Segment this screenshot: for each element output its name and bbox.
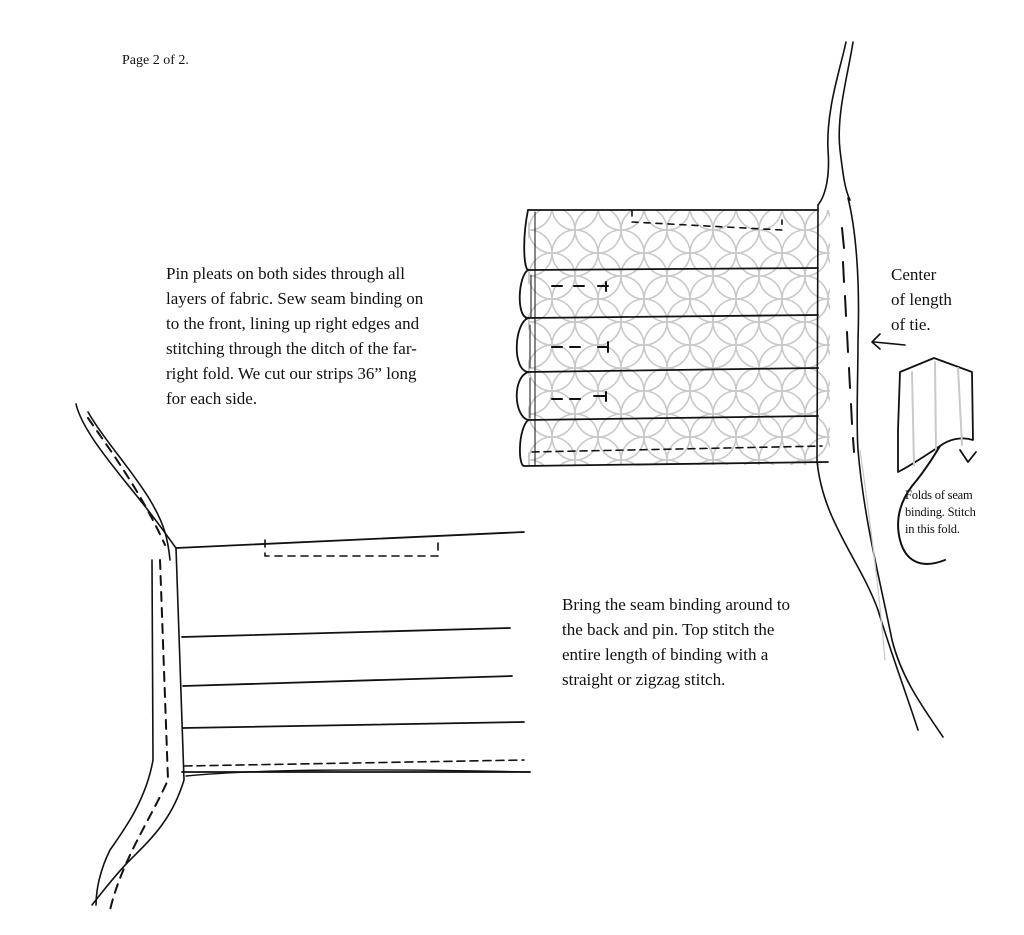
back-view-illustration: [76, 404, 530, 910]
front-view-illustration: [517, 42, 943, 737]
label-line: of tie.: [891, 315, 931, 334]
seam-binding-strip-front: [817, 42, 943, 737]
center-arrow: [872, 334, 905, 349]
instruction-line: right fold. We cut our strips 36” long: [166, 364, 417, 383]
seam-binding-strip-back: [76, 404, 184, 910]
label-line: in this fold.: [905, 522, 960, 536]
instruction-line: stitching through the ditch of the far-: [166, 339, 417, 358]
instruction-line: layers of fabric. Sew seam binding on: [166, 289, 424, 308]
folded-binding-detail: [898, 358, 976, 564]
instruction-line: straight or zigzag stitch.: [562, 670, 726, 689]
instruction-line: Pin pleats on both sides through all: [166, 264, 405, 283]
label-line: Folds of seam: [905, 488, 973, 502]
page-number: Page 2 of 2.: [122, 53, 189, 68]
instruction-line: entire length of binding with a: [562, 645, 769, 664]
label-line: Center: [891, 265, 937, 284]
bottom-stitching-back: [184, 760, 524, 766]
instruction-line: for each side.: [166, 389, 258, 408]
instruction-line: Bring the seam binding around to: [562, 595, 791, 614]
instruction-line: to the front, lining up right edges and: [166, 314, 420, 333]
patterned-fabric: [528, 210, 830, 465]
instruction-line: the back and pin. Top stitch the: [562, 620, 775, 639]
label-line: of length: [891, 290, 952, 309]
label-line: binding. Stitch: [905, 505, 976, 519]
back-pleat-lines: [176, 532, 530, 776]
